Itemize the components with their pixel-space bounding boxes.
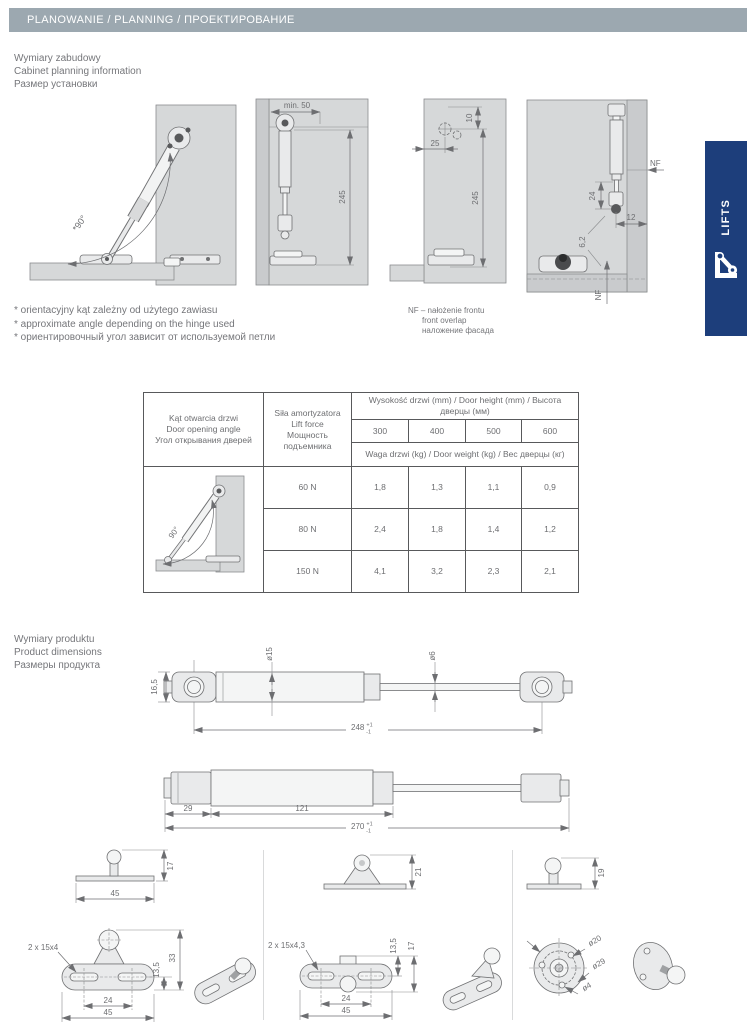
height-300: 300	[352, 420, 409, 443]
open-door-panel	[30, 263, 174, 280]
height-600: 600	[522, 420, 579, 443]
end-length-label: 29	[183, 804, 193, 813]
height-500: 500	[466, 420, 522, 443]
angle-footnotes: * orientacyjny kąt zależny od użytego zawiasu * approximate angle depending on the hinge used * ориентировочный угол зависит от используемой петли	[14, 305, 276, 343]
cell: 2,3	[466, 551, 522, 593]
eye-width-label: 16,5	[150, 679, 159, 695]
diagram-closed-cabinet	[521, 96, 666, 306]
force-header-cell: Siła amortyzatora Lift force Мощность подъемника	[264, 393, 352, 467]
angle-diagram-cell	[144, 467, 264, 593]
angle-label: 90°	[166, 525, 181, 541]
bracket-divider-1	[263, 850, 264, 1020]
gas-strut	[276, 114, 294, 239]
front-edge	[256, 99, 269, 285]
cell: 0,9	[522, 467, 579, 509]
side-view	[76, 850, 154, 881]
body-dia-label: ø15	[265, 647, 274, 661]
hole-dia-label: ø4	[580, 980, 594, 994]
bracket-round-plate	[515, 846, 720, 1026]
collar	[364, 674, 380, 700]
cell: 2,1	[522, 551, 579, 593]
hinge-cup	[539, 254, 587, 272]
height-label: 21	[414, 867, 423, 877]
bracket-door-plate	[26, 846, 261, 1026]
tab-lifts-label: LIFTS	[720, 199, 732, 236]
top-offset-label: 10	[465, 113, 474, 123]
cell: 4,1	[352, 551, 409, 593]
gas-strut	[608, 104, 625, 214]
cell: 3,2	[409, 551, 466, 593]
side-view	[324, 855, 406, 889]
weight-header-cell: Waga drzwi (kg) / Door weight (kg) / Вес дверцы (кг)	[352, 443, 579, 467]
piston-rod	[380, 684, 520, 691]
front-panel	[627, 100, 647, 292]
bolt-circle-label: ø20	[586, 933, 603, 949]
slot-offset-label: 13,5	[152, 962, 161, 978]
cell: 1,8	[352, 467, 409, 509]
bracket-side-plate	[266, 846, 511, 1026]
cell: 1,3	[409, 467, 466, 509]
cylinder-body	[216, 672, 364, 702]
force-60: 60 N	[264, 467, 352, 509]
min-depth-label: min. 50	[283, 101, 311, 110]
bracket-divider-2	[512, 850, 513, 1020]
outer-dia-label: ø29	[590, 956, 607, 972]
side-view	[527, 858, 581, 889]
width-label: 45	[110, 889, 120, 898]
pin-offset-label: 24	[588, 191, 597, 201]
slot-label: 2 x 15x4	[28, 943, 59, 952]
force-150: 150 N	[264, 551, 352, 593]
cell: 1,1	[466, 467, 522, 509]
overall-length-label: 248 $^{+1}$ -1	[351, 722, 373, 736]
diagram-drilling-positions	[388, 97, 513, 302]
angle-label: *90°	[70, 213, 89, 234]
right-end	[521, 774, 569, 802]
table-angle-diagram	[152, 472, 256, 584]
side-gap-label: 12	[626, 213, 636, 222]
hinge	[164, 255, 220, 266]
product-drawing-extended	[150, 642, 580, 747]
force-80: 80 N	[264, 509, 352, 551]
height-dim-label: 245	[338, 190, 347, 204]
nf-label: NF	[650, 159, 661, 168]
plate-width-label: 45	[103, 1008, 113, 1017]
iso-view	[191, 957, 260, 1007]
spec-table-wrap	[143, 392, 579, 593]
nf-note: NF – nałożenie frontu front overlap наложение фасада	[408, 306, 494, 335]
overall-length-label: 270 $^{+1}$ -1	[351, 821, 373, 833]
piston-rod	[393, 785, 521, 792]
bottom-panel	[527, 274, 627, 292]
collar	[373, 772, 393, 804]
height-dim-label: 245	[471, 191, 480, 205]
door-edge	[390, 265, 424, 281]
cell: 2,4	[352, 509, 409, 551]
top-view	[300, 956, 392, 992]
section-header-title: PLANOWANIE / PLANNING / ПРОЕКТИРОВАНИЕ	[27, 14, 295, 26]
lift-flap-icon	[713, 252, 739, 280]
product-drawing-compressed	[150, 748, 580, 833]
door-weight-table	[143, 392, 579, 593]
cell: 1,4	[466, 509, 522, 551]
cell: 1,2	[522, 509, 579, 551]
rod-dia-label: ø6	[428, 651, 437, 661]
bottom-gap-label: 6,2	[578, 236, 587, 248]
diagram-open-section	[254, 97, 372, 302]
diagram-open-door	[22, 97, 250, 302]
iso-view	[628, 937, 685, 994]
hole-spacing-label: 24	[341, 994, 351, 1003]
iso-view	[440, 948, 505, 1013]
top-view	[62, 928, 154, 990]
height-label: 17	[166, 861, 175, 871]
offset2-label: 17	[407, 941, 416, 951]
angle-header-cell: Kąt otwarcia drzwi Door opening angle Угол открывания дверей	[144, 393, 264, 467]
section-header-bar	[9, 8, 747, 32]
front-view	[529, 938, 589, 998]
body-length-label: 121	[295, 804, 309, 813]
hole-spacing-label: 24	[103, 996, 113, 1005]
cylinder-body	[211, 770, 373, 806]
height-label: 19	[597, 868, 606, 878]
overall-label: 33	[168, 953, 177, 963]
side-offset-label: 25	[430, 139, 440, 148]
product-dimensions-title: Wymiary produktu Product dimensions Размеры продукта	[14, 634, 102, 671]
right-eyelet	[520, 672, 572, 702]
height-header-cell: Wysokość drzwi (mm) / Door height (mm) / Высота дверцы (мм)	[352, 393, 579, 420]
plate-width-label: 45	[341, 1006, 351, 1015]
left-eyelet	[164, 672, 216, 702]
cell: 1,8	[409, 509, 466, 551]
offset1-label: 13,5	[389, 938, 398, 954]
left-end	[164, 772, 211, 804]
nf-bottom-label: NF	[594, 289, 603, 301]
cabinet-planning-title: Wymiary zabudowy Cabinet planning information Размер установки	[14, 53, 142, 90]
tab-lifts	[705, 141, 747, 336]
height-400: 400	[409, 420, 466, 443]
slot-label: 2 x 15x4,3	[268, 941, 305, 950]
